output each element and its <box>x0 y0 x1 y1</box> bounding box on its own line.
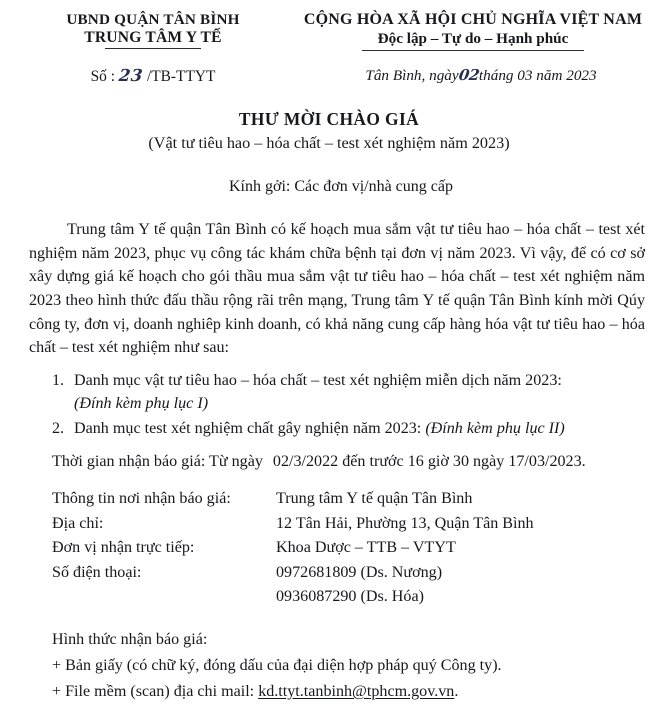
contact-label: Địa chỉ: <box>52 514 104 532</box>
document-number-suffix: /TB-TTYT <box>146 68 216 86</box>
list-item-number: 1. <box>52 372 65 390</box>
deadline-label: Thời gian nhận báo giá: Từ ngày <box>52 453 263 470</box>
parent-organization-name: UBND QUẬN TÂN BÌNH <box>66 11 240 28</box>
list-item-text: Danh mục vật tư tiêu hao – hóa chất – test xét nghiệm miễn dịch năm 2023: <box>74 372 562 390</box>
contact-row <box>52 561 658 585</box>
recipient-line: Kính gởi: Các đơn vị/nhà cung cấp <box>229 178 453 196</box>
list-item-text: Danh mục test xét nghiệm chất gây nghiện năm 2023: <box>74 419 422 437</box>
contact-row <box>52 487 658 511</box>
procurement-list <box>52 369 645 440</box>
title-block <box>0 109 658 154</box>
contact-block <box>52 487 658 609</box>
deadline-to-date: 17/03/2023. <box>508 453 586 470</box>
list-item <box>52 417 645 440</box>
contact-value: Trung tâm Y tế quận Tân Bình <box>276 490 473 508</box>
national-title: CỘNG HÒA XÃ HỘI CHỦ NGHĨA VIỆT NAM <box>303 11 643 28</box>
contact-value: Khoa Dược – TTB – VTYT <box>276 539 456 557</box>
organization-name: TRUNG TÂM Y TẾ <box>84 29 222 50</box>
contact-row <box>52 512 658 536</box>
place-date-prefix: Tân Bình, ngày <box>365 67 459 85</box>
deadline-block <box>52 450 645 473</box>
submission-heading: Hình thức nhận báo giá: <box>52 630 208 648</box>
list-item <box>52 369 645 416</box>
contact-row <box>52 536 658 560</box>
submission-option-softcopy-suffix: . <box>454 682 459 700</box>
contact-value-phone-primary: 0972681809 (Ds. Nương) <box>276 563 443 581</box>
date-month-year: tháng 03 năm 2023 <box>478 67 597 85</box>
place-and-date <box>296 66 650 85</box>
national-heading-block <box>296 11 650 51</box>
document-number-row <box>0 51 658 86</box>
deadline-from-date: 02/3/2022 <box>272 453 339 470</box>
submission-option-paper: + Bản giấy (có chữ ký, đóng dấu của đại diện hợp pháp quý Công ty). <box>52 656 502 674</box>
issuing-organization-block <box>10 11 296 49</box>
contact-value: 12 Tân Hải, Phường 13, Quận Tân Bình <box>276 514 534 532</box>
document-number-prefix: Số : <box>90 68 116 86</box>
contact-label: Đơn vị nhận trực tiếp: <box>52 539 195 557</box>
list-item-attachment: (Đính kèm phụ lục I) <box>74 395 209 413</box>
submission-email-address[interactable]: kd.ttyt.tanbinh@tphcm.gov.vn <box>258 682 455 700</box>
body-paragraph: Trung tâm Y tế quận Tân Bình có kế hoạch mua sắm vật tư tiêu hao – hóa chất – test xét nghiệm năm 2023, phục vụ công tác khám chữa bệnh tại đơn vị năm 2023. Vì vậy, để có cơ sở xây dựng giá kế hoạch cho gói thầu mua sắm vật tư tiêu hao – hóa chất – test xét nghiệm năm 2023 theo hình thức đấu thầu rộng rãi trên mạng, Trung tâm Y tế quận Tân Bình kính mời Qúy công ty, đơn vị, doanh nghiêp kinh doanh, có khả năng cung cấp hàng hóa vật tư tiêu hao – hóa chất – test xét nghiệm như sau: <box>29 221 645 357</box>
national-motto: Độc lập – Tự do – Hạnh phúc <box>378 30 569 52</box>
submission-option-softcopy-label: + File mềm (scan) địa chi mail: <box>52 682 255 700</box>
document-title: THƯ MỜI CHÀO GIÁ <box>238 109 420 130</box>
contact-row <box>52 585 658 609</box>
document-number <box>10 66 296 86</box>
list-item-attachment: (Đính kèm phụ lục II) <box>425 419 565 437</box>
body-block <box>29 218 645 360</box>
document-number-handwritten-value: 23 <box>118 66 144 86</box>
submission-block <box>52 628 645 705</box>
contact-label: Thông tin nơi nhận báo giá: <box>52 490 231 508</box>
contact-label <box>52 585 276 609</box>
contact-value-phone-secondary: 0936087290 (Ds. Hóa) <box>276 588 424 606</box>
submission-option-softcopy <box>52 679 645 705</box>
document-header <box>0 0 658 51</box>
contact-label: Số điện thoại: <box>52 563 142 581</box>
date-day-handwritten-value: 02 <box>457 66 481 85</box>
document-subtitle: (Vật tư tiêu hao – hóa chất – test xét nghiệm năm 2023) <box>148 134 510 153</box>
list-item-number: 2. <box>52 419 65 437</box>
deadline-middle-text: đến trước 16 giờ 30 ngày <box>342 453 505 470</box>
